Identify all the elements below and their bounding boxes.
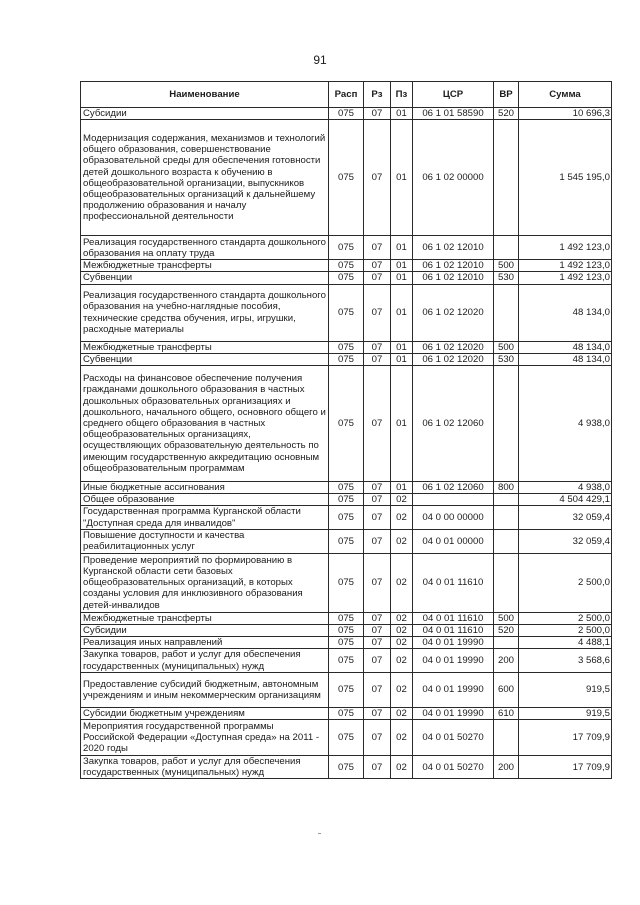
- cell-pz: 01: [391, 120, 413, 236]
- cell-name: Общее образование: [81, 494, 329, 506]
- cell-name: Субсидии: [81, 108, 329, 120]
- cell-csr: 04 0 01 19990: [413, 672, 494, 707]
- cell-rz: 07: [364, 482, 391, 494]
- cell-sum: 4 488,1: [519, 637, 612, 649]
- table-row: [81, 612, 612, 624]
- cell-vr: 530: [494, 353, 519, 365]
- cell-sum: 2 500,0: [519, 625, 612, 637]
- cell-name: Субвенции: [81, 272, 329, 284]
- cell-csr: 04 0 01 19990: [413, 637, 494, 649]
- table-row: [81, 506, 612, 529]
- table-row: [81, 553, 612, 612]
- cell-rasp: 075: [329, 672, 364, 707]
- cell-sum: 919,5: [519, 707, 612, 719]
- cell-csr: 04 0 01 00000: [413, 529, 494, 553]
- cell-csr: 04 0 01 11610: [413, 612, 494, 624]
- cell-sum: 1 492 123,0: [519, 260, 612, 272]
- cell-vr: 520: [494, 625, 519, 637]
- cell-rz: 07: [364, 672, 391, 707]
- cell-pz: 02: [391, 707, 413, 719]
- cell-pz: 02: [391, 506, 413, 529]
- cell-name: Расходы на финансовое обеспечение получения гражданами дошкольного образования в частных дошкольных образовательных организациях и дошкольного, начального общего, основного общего и среднего общего образования в частных общеобразовательных организациях, осуществляющих образовательную деятельность по имеющим государственную аккредитацию основным общеобразовательным программам: [81, 366, 329, 482]
- table-row: [81, 756, 612, 779]
- cell-pz: 01: [391, 236, 413, 260]
- cell-rz: 07: [364, 720, 391, 756]
- cell-pz: 02: [391, 649, 413, 672]
- cell-vr: [494, 637, 519, 649]
- cell-rz: 07: [364, 366, 391, 482]
- page-number: 91: [313, 53, 327, 67]
- cell-name: Повышение доступности и качества реабилитационных услуг: [81, 529, 329, 553]
- cell-pz: 01: [391, 108, 413, 120]
- cell-csr: 04 0 01 50270: [413, 756, 494, 779]
- cell-csr: 04 0 01 11610: [413, 553, 494, 612]
- table-row: [81, 625, 612, 637]
- table-row: [81, 482, 612, 494]
- cell-vr: 800: [494, 482, 519, 494]
- cell-vr: [494, 120, 519, 236]
- cell-csr: 06 1 02 12020: [413, 284, 494, 341]
- cell-name: Иные бюджетные ассигнования: [81, 482, 329, 494]
- cell-vr: 530: [494, 272, 519, 284]
- cell-rz: 07: [364, 506, 391, 529]
- cell-csr: 04 0 01 19990: [413, 707, 494, 719]
- cell-rz: 07: [364, 649, 391, 672]
- cell-sum: 48 134,0: [519, 353, 612, 365]
- table-row: [81, 637, 612, 649]
- cell-sum: 1 492 123,0: [519, 236, 612, 260]
- cell-rasp: 075: [329, 341, 364, 353]
- header-sum: Сумма: [519, 82, 612, 108]
- cell-name: Межбюджетные трансферты: [81, 612, 329, 624]
- cell-name: Государственная программа Курганской области "Доступная среда для инвалидов": [81, 506, 329, 529]
- cell-pz: 01: [391, 341, 413, 353]
- cell-pz: 01: [391, 366, 413, 482]
- cell-sum: 17 709,9: [519, 756, 612, 779]
- table-row: [81, 272, 612, 284]
- cell-name: Мероприятия государственной программы Российской Федерации «Доступная среда» на 2011 - 2020 годы: [81, 720, 329, 756]
- cell-pz: 01: [391, 353, 413, 365]
- cell-rasp: 075: [329, 529, 364, 553]
- cell-rasp: 075: [329, 120, 364, 236]
- cell-name: Межбюджетные трансферты: [81, 341, 329, 353]
- cell-sum: 32 059,4: [519, 506, 612, 529]
- cell-pz: 02: [391, 612, 413, 624]
- cell-vr: [494, 553, 519, 612]
- cell-rasp: 075: [329, 353, 364, 365]
- budget-table: [80, 81, 612, 779]
- cell-rasp: 075: [329, 707, 364, 719]
- table-row: [81, 260, 612, 272]
- table-row: [81, 236, 612, 260]
- cell-name: Межбюджетные трансферты: [81, 260, 329, 272]
- table-row: [81, 108, 612, 120]
- cell-pz: 02: [391, 672, 413, 707]
- cell-name: Субсидии бюджетным учреждениям: [81, 707, 329, 719]
- cell-csr: 06 1 01 58590: [413, 108, 494, 120]
- cell-name: Модернизация содержания, механизмов и технологий общего образования, совершенствование образовательной среды для обеспечения готовности детей дошкольного возраста к обучению в общеобразовательной организации, выпускников общеобразовательных организаций к дальнейшему продолжению образования и началу профессиональной деятельности: [81, 120, 329, 236]
- cell-rz: 07: [364, 260, 391, 272]
- cell-csr: 04 0 01 19990: [413, 649, 494, 672]
- cell-csr: 06 1 02 12060: [413, 482, 494, 494]
- cell-rz: 07: [364, 756, 391, 779]
- cell-csr: 06 1 02 00000: [413, 120, 494, 236]
- cell-pz: 02: [391, 720, 413, 756]
- cell-name: Проведение мероприятий по формированию в Курганской области сети базовых общеобразовательных организаций, в которых созданы условия для инклюзивного образования детей-инвалидов: [81, 553, 329, 612]
- cell-vr: 200: [494, 756, 519, 779]
- cell-name: Реализация государственного стандарта дошкольного образования на оплату труда: [81, 236, 329, 260]
- table-body: [81, 108, 612, 779]
- cell-rasp: 075: [329, 649, 364, 672]
- cell-rz: 07: [364, 529, 391, 553]
- cell-rasp: 075: [329, 108, 364, 120]
- cell-sum: 4 938,0: [519, 366, 612, 482]
- cell-csr: 04 0 01 50270: [413, 720, 494, 756]
- cell-rz: 07: [364, 353, 391, 365]
- cell-name: Закупка товаров, работ и услуг для обеспечения государственных (муниципальных) нужд: [81, 756, 329, 779]
- header-rz: Рз: [364, 82, 391, 108]
- cell-rz: 07: [364, 637, 391, 649]
- cell-vr: 610: [494, 707, 519, 719]
- cell-rasp: 075: [329, 494, 364, 506]
- table-row: [81, 649, 612, 672]
- table-row: [81, 341, 612, 353]
- cell-rasp: 075: [329, 756, 364, 779]
- cell-rz: 07: [364, 236, 391, 260]
- cell-rz: 07: [364, 272, 391, 284]
- cell-pz: 01: [391, 260, 413, 272]
- cell-vr: 500: [494, 612, 519, 624]
- cell-rz: 07: [364, 120, 391, 236]
- cell-name: Субсидии: [81, 625, 329, 637]
- cell-rasp: 075: [329, 260, 364, 272]
- cell-pz: 02: [391, 553, 413, 612]
- cell-name: Закупка товаров, работ и услуг для обеспечения государственных (муниципальных) нужд: [81, 649, 329, 672]
- table-row: [81, 353, 612, 365]
- cell-pz: 01: [391, 284, 413, 341]
- table-row: [81, 672, 612, 707]
- cell-vr: [494, 236, 519, 260]
- cell-csr: 06 1 02 12010: [413, 272, 494, 284]
- cell-pz: 01: [391, 272, 413, 284]
- cell-csr: 04 0 00 00000: [413, 506, 494, 529]
- cell-sum: 3 568,6: [519, 649, 612, 672]
- table-row: [81, 529, 612, 553]
- cell-name: Реализация иных направлений: [81, 637, 329, 649]
- cell-rz: 07: [364, 341, 391, 353]
- cell-sum: 4 938,0: [519, 482, 612, 494]
- cell-vr: [494, 506, 519, 529]
- header-pz: Пз: [391, 82, 413, 108]
- cell-rz: 07: [364, 108, 391, 120]
- table-row: [81, 720, 612, 756]
- cell-pz: 02: [391, 625, 413, 637]
- header-csr: ЦСР: [413, 82, 494, 108]
- cell-rz: 07: [364, 553, 391, 612]
- cell-sum: 919,5: [519, 672, 612, 707]
- header-name: Наименование: [81, 82, 329, 108]
- cell-vr: 500: [494, 341, 519, 353]
- table-row: [81, 707, 612, 719]
- cell-csr: [413, 494, 494, 506]
- cell-csr: 04 0 01 11610: [413, 625, 494, 637]
- cell-vr: [494, 494, 519, 506]
- cell-sum: 2 500,0: [519, 612, 612, 624]
- cell-name: Реализация государственного стандарта дошкольного образования на учебно-наглядные пособия, технические средства обучения, игры, игрушки, расходные материалы: [81, 284, 329, 341]
- cell-vr: 600: [494, 672, 519, 707]
- header-rasp: Расп: [329, 82, 364, 108]
- cell-pz: 02: [391, 756, 413, 779]
- cell-sum: 10 696,3: [519, 108, 612, 120]
- cell-rasp: 075: [329, 272, 364, 284]
- cell-rasp: 075: [329, 366, 364, 482]
- table-row: [81, 284, 612, 341]
- cell-sum: 32 059,4: [519, 529, 612, 553]
- cell-csr: 06 1 02 12010: [413, 236, 494, 260]
- cell-rz: 07: [364, 494, 391, 506]
- cell-sum: 2 500,0: [519, 553, 612, 612]
- cell-rasp: 075: [329, 284, 364, 341]
- cell-pz: 02: [391, 529, 413, 553]
- cell-csr: 06 1 02 12010: [413, 260, 494, 272]
- cell-pz: 02: [391, 637, 413, 649]
- table-row: [81, 494, 612, 506]
- cell-vr: 200: [494, 649, 519, 672]
- cell-rasp: 075: [329, 553, 364, 612]
- cell-vr: [494, 366, 519, 482]
- cell-vr: [494, 720, 519, 756]
- cell-csr: 06 1 02 12060: [413, 366, 494, 482]
- cell-vr: [494, 284, 519, 341]
- cell-vr: 520: [494, 108, 519, 120]
- cell-rz: 07: [364, 625, 391, 637]
- cell-pz: 02: [391, 494, 413, 506]
- cell-vr: 500: [494, 260, 519, 272]
- cell-rasp: 075: [329, 637, 364, 649]
- cell-sum: 48 134,0: [519, 284, 612, 341]
- cell-csr: 06 1 02 12020: [413, 353, 494, 365]
- cell-sum: 1 545 195,0: [519, 120, 612, 236]
- cell-rz: 07: [364, 284, 391, 341]
- cell-rasp: 075: [329, 720, 364, 756]
- cell-rasp: 075: [329, 506, 364, 529]
- cell-name: Субвенции: [81, 353, 329, 365]
- header-vr: ВР: [494, 82, 519, 108]
- cell-sum: 1 492 123,0: [519, 272, 612, 284]
- cell-pz: 01: [391, 482, 413, 494]
- cell-name: Предоставление субсидий бюджетным, автономным учреждениям и иным некоммерческим организациям: [81, 672, 329, 707]
- cell-rasp: 075: [329, 612, 364, 624]
- table-header-row: [81, 82, 612, 108]
- cell-vr: [494, 529, 519, 553]
- cell-rz: 07: [364, 707, 391, 719]
- cell-sum: 4 504 429,1: [519, 494, 612, 506]
- cell-sum: 48 134,0: [519, 341, 612, 353]
- cell-sum: 17 709,9: [519, 720, 612, 756]
- cell-rasp: 075: [329, 625, 364, 637]
- cell-rz: 07: [364, 612, 391, 624]
- scan-mark: [318, 833, 321, 834]
- cell-rasp: 075: [329, 482, 364, 494]
- table-row: [81, 366, 612, 482]
- cell-rasp: 075: [329, 236, 364, 260]
- table-row: [81, 120, 612, 236]
- cell-csr: 06 1 02 12020: [413, 341, 494, 353]
